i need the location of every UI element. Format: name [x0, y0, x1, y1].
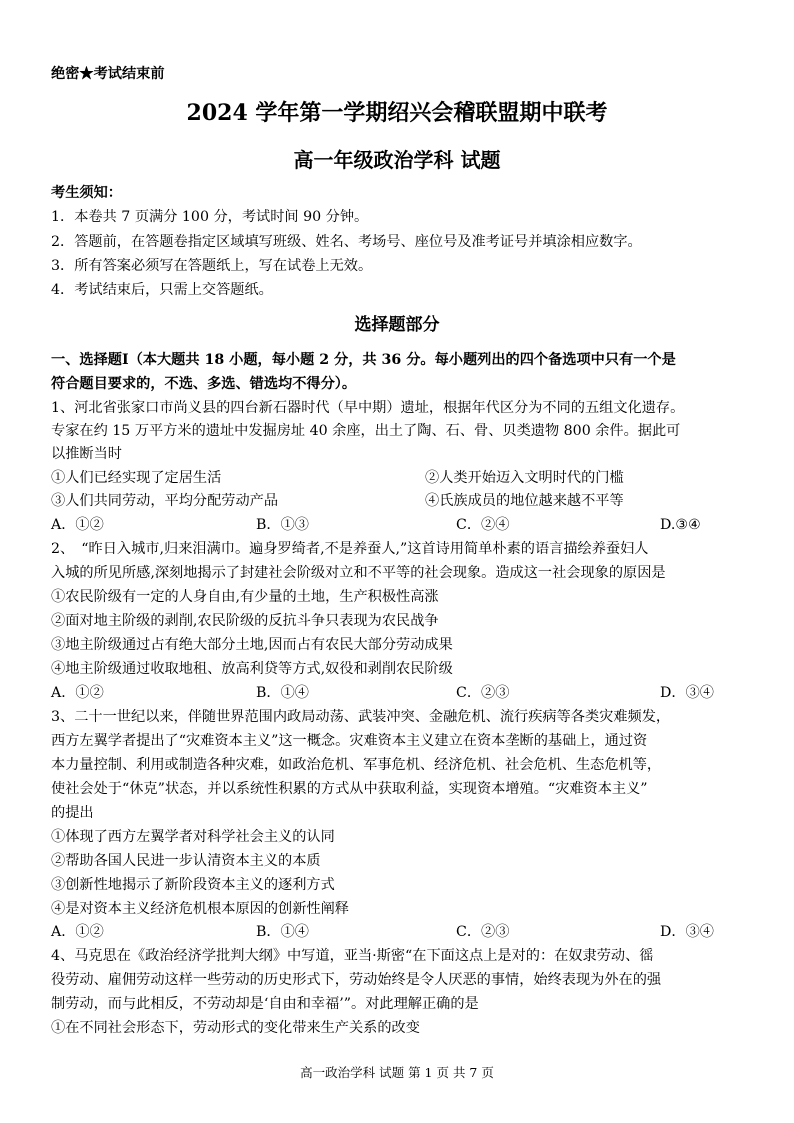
notice-item: 2．答题前，在答题卷指定区域填写班级、姓名、考场号、座位号及准考证号并填涂相应数字。 — [51, 234, 642, 250]
q1-statement: ③人们共同劳动，平均分配劳动产品 — [51, 493, 279, 509]
q1-stem-line: 1、河北省张家口市尚义县的四台新石器时代（早中期）遗址，根据年代区分为不同的五组文化遗存。 — [51, 400, 685, 416]
q3-choice-a: A．①② — [51, 924, 104, 940]
exam-title: 2024 学年第一学期绍兴会稽联盟期中联考 — [186, 100, 608, 126]
q1-statement: ①人们已经实现了定居生活 — [51, 470, 222, 486]
q3-choice-c: C．②③ — [456, 924, 510, 940]
q1-statement: ②人类开始迈入文明时代的门槛 — [425, 470, 624, 486]
q2-choice-c: C．②③ — [456, 685, 510, 701]
q2-statement: ③地主阶级通过占有绝大部分土地,因而占有农民大部分劳动成果 — [51, 637, 453, 653]
q3-stem-line: 西方左翼学者提出了“灾难资本主义”这一概念。灾难资本主义建立在资本垄断的基础上，通过资 — [51, 733, 648, 749]
q2-stem-line: 2、 “昨日入城市,归来泪满巾。遍身罗绮者,不是养蚕人,”这首诗用简单朴素的语言描绘养蚕妇人 — [51, 541, 649, 557]
q2-statement: ②面对地主阶级的剥削,农民阶级的反抗斗争只表现为农民战争 — [51, 613, 439, 629]
q3-stem-line: 的提出 — [51, 805, 94, 821]
q2-choice-d: D．③④ — [660, 685, 714, 701]
section-instruction: 一、选择题Ⅰ（本大题共 18 小题，每小题 2 分，共 36 分。每小题列出的四个备选项中只有一个是 — [51, 352, 676, 368]
q4-statement: ①在不同社会形态下，劳动形式的变化带来生产关系的改变 — [51, 1020, 420, 1036]
q3-statement: ①体现了西方左翼学者对科学社会主义的认同 — [51, 829, 335, 845]
notice-heading: 考生须知： — [51, 185, 122, 201]
section-title: 选择题部分 — [354, 315, 440, 335]
q1-stem-line: 以推断当时 — [51, 446, 122, 462]
q4-stem-line: 4、马克思在《政治经济学批判大纲》中写道，亚当·斯密“在下面这点上是对的：在奴隶劳动、徭 — [51, 948, 654, 964]
q1-choice-d: D.③④ — [660, 517, 701, 533]
q3-stem-line: 本力量控制、利用或制造各种灾难，如政治危机、军事危机、经济危机、社会危机、生态危机等， — [51, 757, 662, 773]
page-footer: 高一政治学科 试题 第 1 页 共 7 页 — [300, 1065, 494, 1080]
q4-stem-line: 役劳动、雇佣劳动这样一些劳动的历史形式下，劳动始终是令人厌恶的事情，始终表现为外在的强 — [51, 972, 662, 988]
q2-statement: ④地主阶级通过收取地租、放高利贷等方式,奴役和剥削农民阶级 — [51, 661, 453, 677]
q1-stem-line: 专家在约 15 万平方米的遗址中发掘房址 40 余座，出土了陶、石、骨、贝类遗物 800 余件。据此可 — [51, 423, 681, 439]
q2-stem-line: 入城的所见所感,深刻地揭示了封建社会阶级对立和不平等的社会现象。造成这一社会现象的原因是 — [51, 565, 666, 581]
q3-stem-line: 使社会处于“休克”状态，并以系统性积累的方式从中获取利益，实现资本增殖。“灾难资本主义” — [51, 781, 648, 797]
q3-choice-d: D．③④ — [660, 924, 714, 940]
q3-choice-b: B．①④ — [256, 924, 309, 940]
notice-item: 3．所有答案必须写在答题纸上，写在试卷上无效。 — [51, 258, 373, 274]
subject-title: 高一年级政治学科 试题 — [293, 148, 501, 172]
section-instruction: 符合题目要求的，不选、多选、错选均不得分）。 — [51, 376, 357, 392]
q1-choice-a: A．①② — [51, 517, 104, 533]
q1-statement: ④氏族成员的地位越来越不平等 — [425, 493, 624, 509]
q1-choice-b: B．①③ — [256, 517, 309, 533]
confidential-label: 绝密★考试结束前 — [51, 66, 165, 82]
q3-stem-line: 3、二十一世纪以来，伴随世界范围内政局动荡、武装冲突、金融危机、流行疾病等各类灾难频发， — [51, 709, 671, 725]
q4-stem-line: 制劳动，而与此相反，不劳动却是‘自由和幸福’”。对此理解正确的是 — [51, 996, 479, 1012]
notice-item: 4．考试结束后，只需上交答题纸。 — [51, 282, 273, 298]
q2-choice-a: A．①② — [51, 685, 104, 701]
q2-choice-b: B．①④ — [256, 685, 309, 701]
q3-statement: ③创新性地揭示了新阶段资本主义的逐利方式 — [51, 877, 335, 893]
notice-item: 1．本卷共 7 页满分 100 分，考试时间 90 分钟。 — [51, 209, 369, 225]
q3-statement: ②帮助各国人民进一步认清资本主义的本质 — [51, 853, 321, 869]
q3-statement: ④是对资本主义经济危机根本原因的创新性阐释 — [51, 901, 349, 917]
q1-choice-c: C．②④ — [456, 517, 510, 533]
q2-statement: ①农民阶级有一定的人身自由,有少量的土地，生产积极性高涨 — [51, 589, 439, 605]
